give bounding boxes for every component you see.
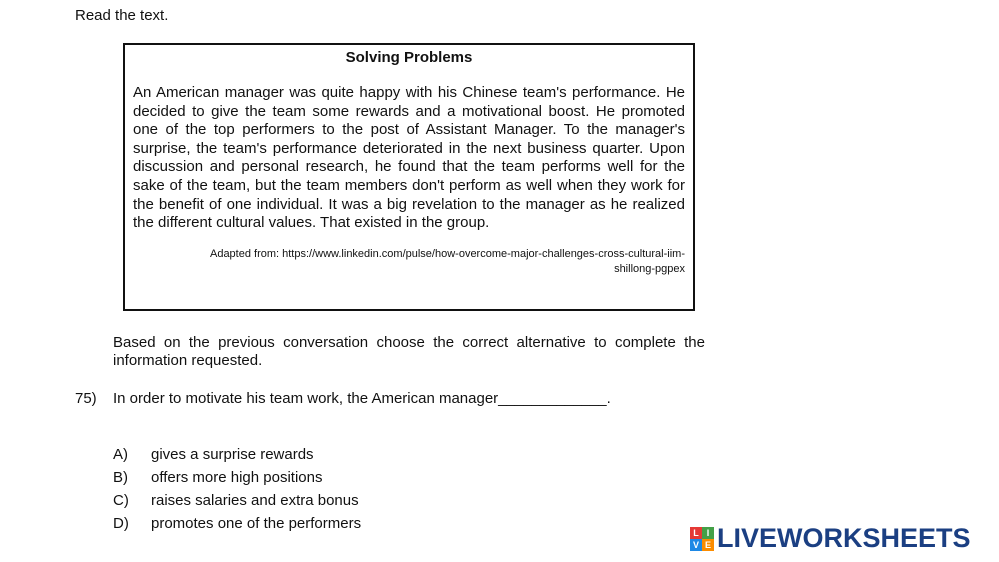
passage-title: Solving Problems	[345, 49, 473, 66]
live-blocks-icon	[690, 527, 714, 551]
source-line-2: shillong-pgpex	[614, 262, 685, 275]
source-citation	[133, 247, 685, 277]
option-d[interactable]	[113, 514, 361, 537]
logo-block-i: I	[702, 527, 714, 539]
logo-block-e: E	[702, 539, 714, 551]
logo-block-v: V	[690, 539, 702, 551]
instruction-text: Read the text.	[75, 7, 169, 24]
directions-text: Based on the previous conversation choose the correct alternative to complete the information requested.	[113, 334, 705, 369]
brand-name: LIVEWORKSHEETS	[717, 523, 971, 553]
question-75	[75, 390, 611, 407]
option-letter: A)	[113, 446, 128, 463]
reading-passage-box	[123, 43, 695, 311]
option-b[interactable]	[113, 468, 361, 491]
option-text: raises salaries and extra bonus	[151, 492, 359, 509]
option-text: promotes one of the performers	[151, 515, 362, 532]
option-letter: C)	[113, 492, 129, 509]
option-letter: B)	[113, 469, 128, 486]
source-line-1: Adapted from: https://www.linkedin.com/pulse/how-overcome-major-challenges-cross-cultural-iim-	[209, 247, 685, 260]
liveworksheets-logo	[690, 523, 971, 554]
option-letter: D)	[113, 515, 129, 532]
question-text: In order to motivate his team work, the American manager_____________.	[113, 390, 611, 407]
passage-text: An American manager was quite happy with his Chinese team's performance. He decided to give the team some rewards and a motivational boost. He promoted one of the top performers to the post of Assistant Manager. To the manager's surprise, the team's performance deteriorated in the next business quarter. Upon discussion and personal research, he found that the team performs well for the sake of the team, but the team members don't perform as well when they work for the benefit of one individual. It was a big revelation to the manager as he realized the different cultural values. That existed in the group.	[133, 84, 685, 232]
question-number: 75)	[75, 390, 97, 407]
option-text: gives a surprise rewards	[151, 446, 314, 463]
logo-block-l: L	[690, 527, 702, 539]
option-text: offers more high positions	[151, 469, 323, 486]
option-a[interactable]	[113, 445, 361, 468]
option-c[interactable]	[113, 491, 361, 514]
answer-options	[113, 445, 361, 537]
